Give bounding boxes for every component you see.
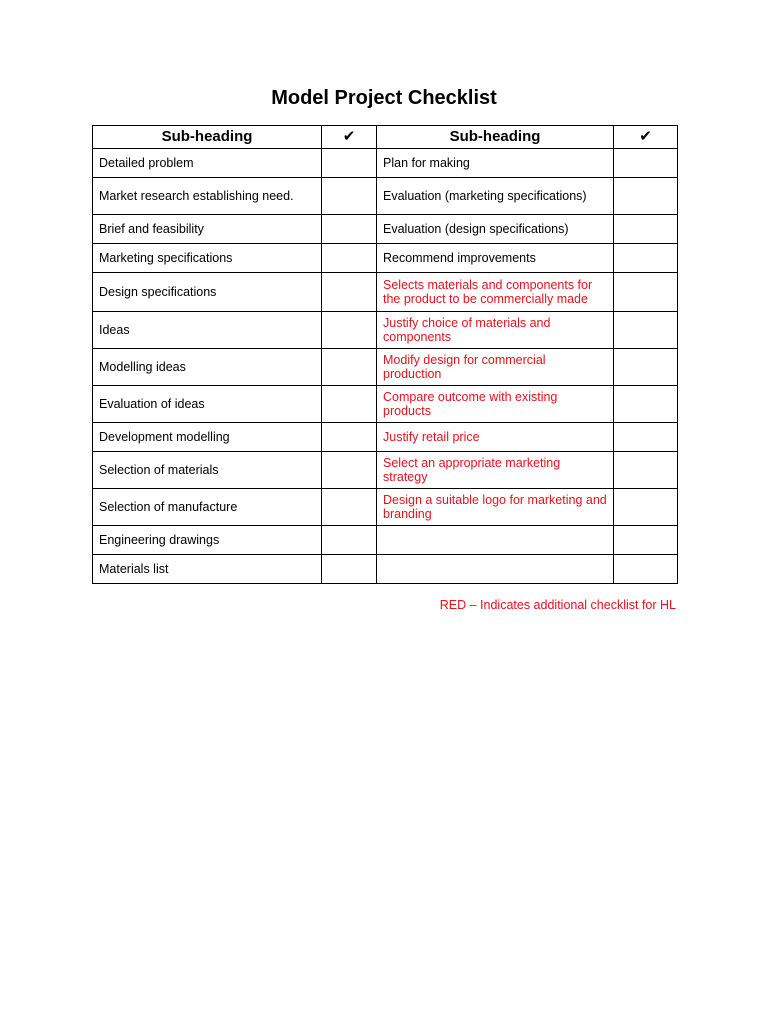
table-row	[93, 149, 678, 178]
check-box-right[interactable]	[614, 386, 678, 423]
checklist-item-left: Brief and feasibility	[93, 215, 322, 244]
checklist-item-right	[377, 526, 614, 555]
check-box-right[interactable]	[614, 526, 678, 555]
table-row	[93, 555, 678, 584]
checklist-item-left: Market research establishing need.	[93, 178, 322, 215]
checklist-item-left: Development modelling	[93, 423, 322, 452]
table-row	[93, 273, 678, 312]
check-box-left[interactable]	[322, 244, 377, 273]
check-box-right[interactable]	[614, 178, 678, 215]
check-mark-icon: ✔	[322, 126, 377, 149]
checklist-item-right: Recommend improvements	[377, 244, 614, 273]
check-box-left[interactable]	[322, 555, 377, 584]
header-row	[93, 126, 678, 149]
check-box-left[interactable]	[322, 273, 377, 312]
check-box-right[interactable]	[614, 244, 678, 273]
checklist-item-left: Materials list	[93, 555, 322, 584]
checklist-item-right: Evaluation (design specifications)	[377, 215, 614, 244]
checklist-item-right: Plan for making	[377, 149, 614, 178]
checklist-item-left: Engineering drawings	[93, 526, 322, 555]
check-box-left[interactable]	[322, 178, 377, 215]
check-box-right[interactable]	[614, 489, 678, 526]
check-box-right[interactable]	[614, 452, 678, 489]
table-row	[93, 349, 678, 386]
checklist-item-right: Evaluation (marketing specifications)	[377, 178, 614, 215]
page-title: Model Project Checklist	[271, 87, 497, 109]
checklist-table	[92, 125, 678, 584]
check-box-right[interactable]	[614, 273, 678, 312]
checklist-item-left: Selection of materials	[93, 452, 322, 489]
check-box-right[interactable]	[614, 149, 678, 178]
table-row	[93, 215, 678, 244]
check-box-left[interactable]	[322, 349, 377, 386]
checklist-item-right-hl: Design a suitable logo for marketing and branding	[377, 489, 614, 526]
table-row	[93, 526, 678, 555]
checklist-item-right-hl: Justify retail price	[377, 423, 614, 452]
check-box-left[interactable]	[322, 526, 377, 555]
table-row	[93, 244, 678, 273]
checklist-item-right-hl: Selects materials and components for the product to be commercially made	[377, 273, 614, 312]
check-box-left[interactable]	[322, 386, 377, 423]
subheading-header-right: Sub-heading	[377, 126, 614, 149]
check-box-left[interactable]	[322, 452, 377, 489]
checklist-item-left: Detailed problem	[93, 149, 322, 178]
check-box-left[interactable]	[322, 215, 377, 244]
checklist-item-left: Ideas	[93, 312, 322, 349]
check-box-right[interactable]	[614, 312, 678, 349]
check-box-right[interactable]	[614, 555, 678, 584]
table-row	[93, 312, 678, 349]
checklist-item-left: Marketing specifications	[93, 244, 322, 273]
check-box-right[interactable]	[614, 215, 678, 244]
table-row	[93, 386, 678, 423]
checklist-item-right-hl: Justify choice of materials and components	[377, 312, 614, 349]
check-mark-icon: ✔	[614, 126, 678, 149]
table-row	[93, 489, 678, 526]
checklist-item-right-hl: Modify design for commercial production	[377, 349, 614, 386]
checklist-item-left: Design specifications	[93, 273, 322, 312]
table-row	[93, 178, 678, 215]
check-box-left[interactable]	[322, 489, 377, 526]
checklist-item-right-hl: Compare outcome with existing products	[377, 386, 614, 423]
check-box-left[interactable]	[322, 149, 377, 178]
checklist-item-right-hl: Select an appropriate marketing strategy	[377, 452, 614, 489]
check-box-left[interactable]	[322, 423, 377, 452]
check-box-right[interactable]	[614, 423, 678, 452]
checklist-item-right	[377, 555, 614, 584]
check-box-left[interactable]	[322, 312, 377, 349]
checklist-item-left: Evaluation of ideas	[93, 386, 322, 423]
table-row	[93, 423, 678, 452]
table-row	[93, 452, 678, 489]
subheading-header-left: Sub-heading	[93, 126, 322, 149]
checklist-item-left: Modelling ideas	[93, 349, 322, 386]
checklist-item-left: Selection of manufacture	[93, 489, 322, 526]
legend-note: RED – Indicates additional checklist for HL	[439, 598, 676, 612]
check-box-right[interactable]	[614, 349, 678, 386]
